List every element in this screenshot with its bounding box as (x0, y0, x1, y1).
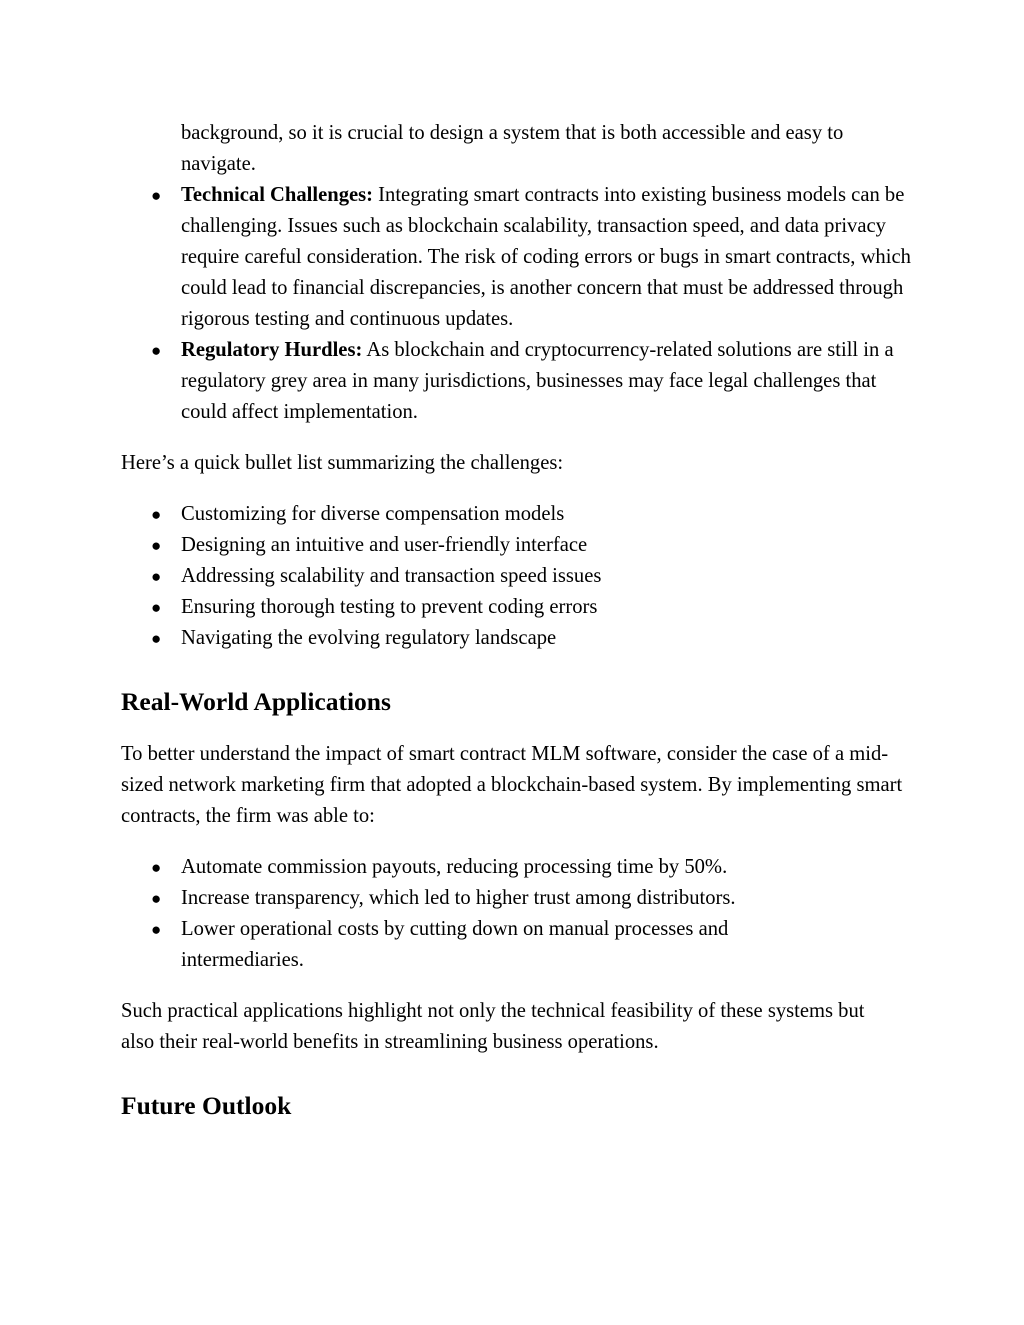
real-world-paragraph: To better understand the impact of smart contract MLM software, consider the case of a mid-sized network marketing firm that adopted a blockchain-based system. By implementing smart contracts, the firm was able to: (121, 743, 903, 827)
bullet-icon: ● (151, 536, 162, 555)
item-title: Technical Challenges: (181, 184, 374, 206)
challenges-list (121, 180, 911, 428)
item-text: Automate commission payouts, reducing processing time by 50%. (181, 856, 728, 878)
item-text: Increase transparency, which led to higher trust among distributors. (181, 887, 736, 909)
section-heading-future: Future Outlook (121, 1091, 292, 1120)
summary-list (121, 499, 911, 654)
item-title: Regulatory Hurdles: (181, 339, 363, 361)
list-item (121, 592, 911, 623)
list-item (121, 852, 911, 883)
list-item (121, 335, 911, 428)
item-text: As blockchain and cryptocurrency-related solutions are still in a regulatory grey area in many jurisdictions, businesses may face legal challenges that could affect implementation. (181, 339, 894, 423)
item-text: Addressing scalability and transaction speed issues (181, 565, 602, 587)
document-page (121, 118, 911, 1121)
bullet-icon: ● (151, 186, 162, 205)
item-text: Integrating smart contracts into existing business models can be challenging. Issues such as blockchain scalability, transaction speed, and data privacy require careful consideration. The risk of coding errors or bugs in smart contracts, which could lead to financial discrepancies, is another concern that must be addressed through rigorous testing and continuous updates. (181, 184, 911, 330)
list-item (121, 561, 911, 592)
list-item (121, 914, 911, 976)
bullet-icon: ● (151, 889, 162, 908)
item-text: Customizing for diverse compensation models (181, 503, 565, 525)
item-text: Lower operational costs by cutting down on manual processes and intermediaries. (181, 918, 729, 971)
bullet-icon: ● (151, 598, 162, 617)
section-heading-real-world: Real-World Applications (121, 687, 391, 716)
bullet-icon: ● (151, 920, 162, 939)
item-text: Navigating the evolving regulatory landscape (181, 627, 557, 649)
item-text: Designing an intuitive and user-friendly interface (181, 534, 588, 556)
list-item (121, 883, 911, 914)
bullet-icon: ● (151, 567, 162, 586)
bullet-icon: ● (151, 629, 162, 648)
bullet-icon: ● (151, 341, 162, 360)
list-item (121, 499, 911, 530)
list-item (121, 623, 911, 654)
summary-intro: Here’s a quick bullet list summarizing the challenges: (121, 452, 564, 474)
bullet-icon: ● (151, 858, 162, 877)
list-item (121, 180, 911, 335)
bullet-icon: ● (151, 505, 162, 524)
intro-continuation: background, so it is crucial to design a system that is both accessible and easy to navigate. (181, 122, 844, 175)
closing-paragraph: Such practical applications highlight not only the technical feasibility of these systems but also their real-world benefits in streamlining business operations. (121, 1000, 865, 1053)
real-world-list (121, 852, 911, 976)
item-text: Ensuring thorough testing to prevent coding errors (181, 596, 598, 618)
list-item (121, 530, 911, 561)
